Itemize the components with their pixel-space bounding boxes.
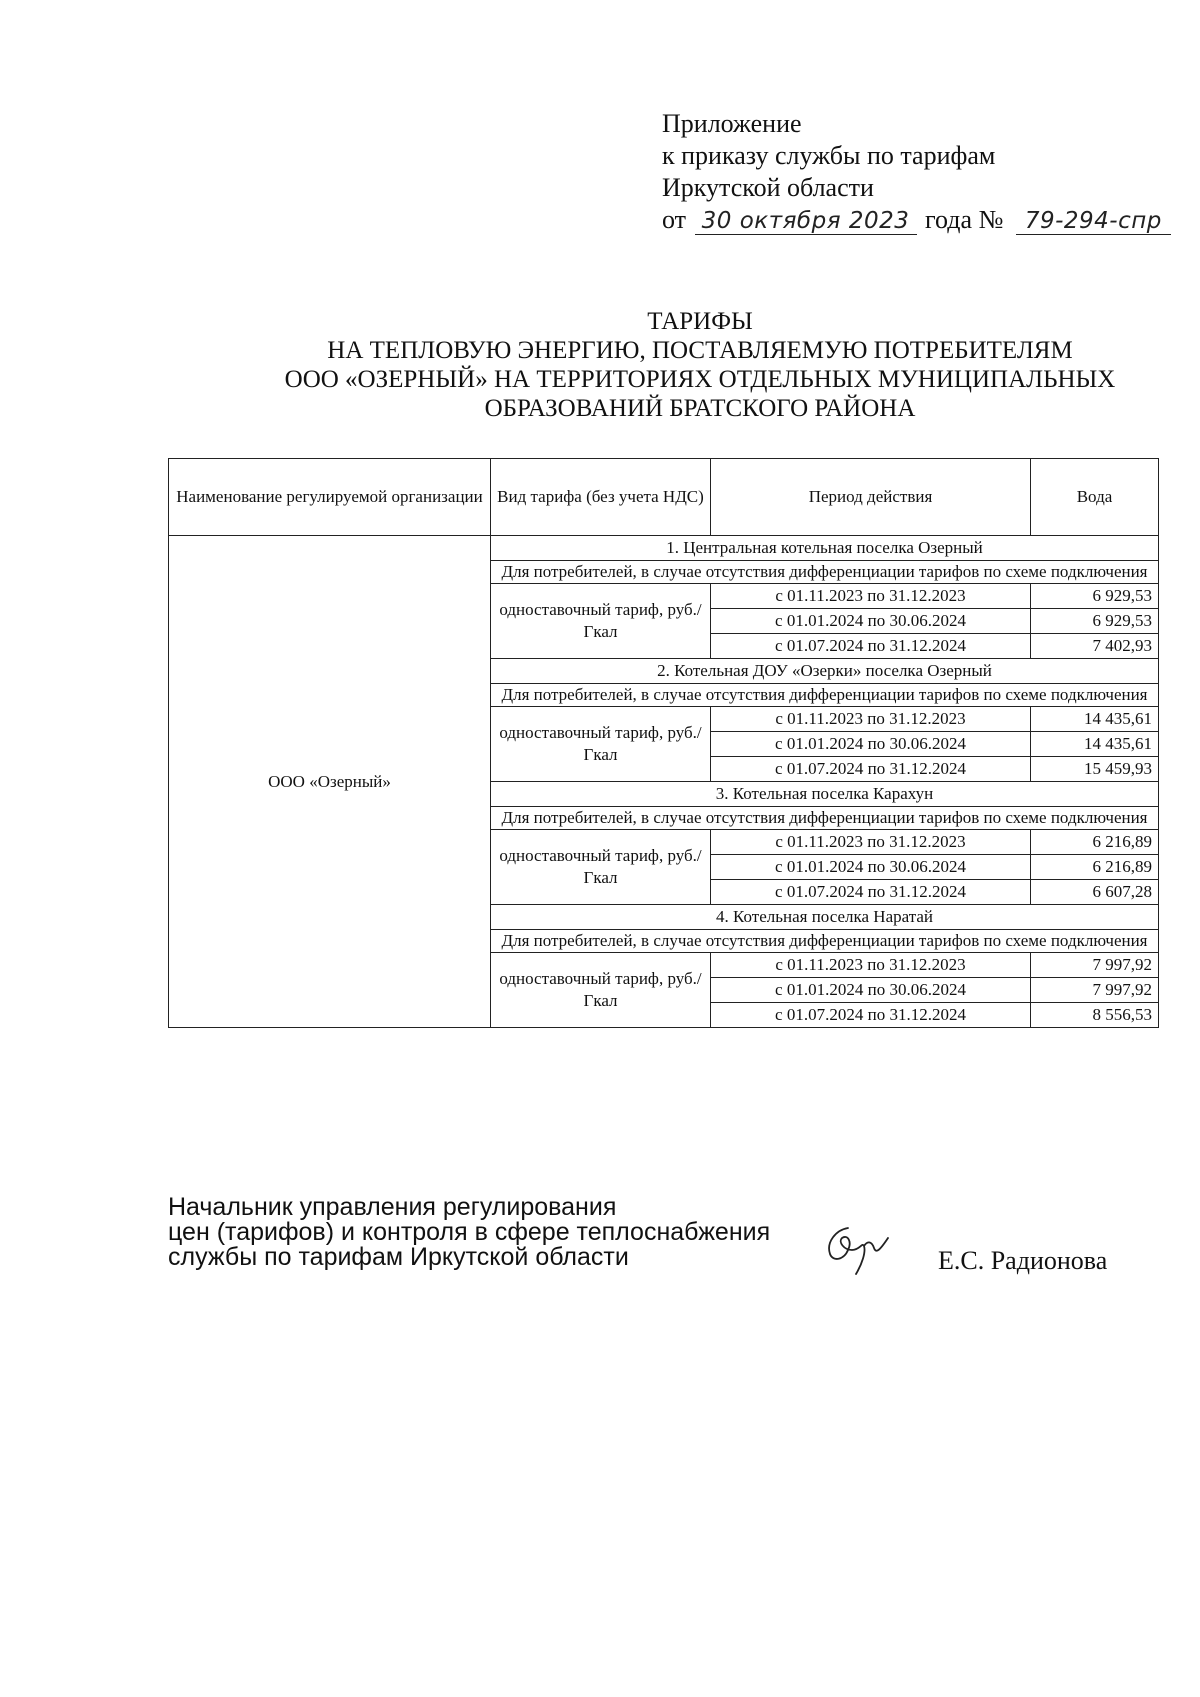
header-water: Вода [1031,459,1159,536]
section-title: 4. Котельная поселка Наратай [491,905,1159,930]
header-org: Наименование регулируемой организации [169,459,491,536]
value-cell: 7 997,92 [1031,978,1159,1003]
value-cell: 6 216,89 [1031,830,1159,855]
value-cell: 7 402,93 [1031,634,1159,659]
period-cell: с 01.01.2024 по 30.06.2024 [711,732,1031,757]
value-cell: 14 435,61 [1031,732,1159,757]
appendix-date-line [662,204,1171,236]
year-suffix: года № [925,205,1004,234]
section-title: 3. Котельная поселка Карахун [491,782,1159,807]
value-cell: 6 216,89 [1031,855,1159,880]
period-cell: с 01.11.2023 по 31.12.2023 [711,830,1031,855]
table-header-row [169,459,1159,536]
appendix-line-3: Иркутской области [662,173,874,202]
period-cell: с 01.11.2023 по 31.12.2023 [711,707,1031,732]
tariff-type: одноставочный тариф, руб./Гкал [491,584,711,659]
appendix-line-1: Приложение [662,109,802,138]
footer-line-1: Начальник управления регулирования [168,1193,617,1221]
date-prefix: от [662,205,687,234]
footer-line-2: цен (тарифов) и контроля в сфере теплоснабжения [168,1218,771,1246]
period-cell: с 01.07.2024 по 31.12.2024 [711,757,1031,782]
period-cell: с 01.01.2024 по 30.06.2024 [711,855,1031,880]
period-cell: с 01.07.2024 по 31.12.2024 [711,634,1031,659]
appendix-line-2: к приказу службы по тарифам [662,141,996,170]
section-title-row [169,536,1159,561]
footer-line-3: службы по тарифам Иркутской области [168,1243,629,1271]
section-note: Для потребителей, в случае отсутствия дифференциации тарифов по схеме подключения [491,930,1159,953]
handwritten-order-number: 79-294-спр [1016,208,1171,235]
value-cell: 7 997,92 [1031,953,1159,978]
appendix-header [662,108,1171,236]
period-cell: с 01.01.2024 по 30.06.2024 [711,609,1031,634]
title-line-2: НА ТЕПЛОВУЮ ЭНЕРГИЮ, ПОСТАВЛЯЕМУЮ ПОТРЕБИТЕЛЯМ [327,337,1073,364]
section-note: Для потребителей, в случае отсутствия дифференциации тарифов по схеме подключения [491,684,1159,707]
signer-name: Е.С. Радионова [938,1246,1108,1275]
period-cell: с 01.01.2024 по 30.06.2024 [711,978,1031,1003]
organization-name: ООО «Озерный» [169,536,491,1028]
period-cell: с 01.11.2023 по 31.12.2023 [711,584,1031,609]
value-cell: 14 435,61 [1031,707,1159,732]
title-line-3: ООО «ОЗЕРНЫЙ» НА ТЕРРИТОРИЯХ ОТДЕЛЬНЫХ МУНИЦИПАЛЬНЫХ [284,366,1116,393]
value-cell: 8 556,53 [1031,1003,1159,1028]
document-title [200,307,1200,423]
header-period: Период действия [711,459,1031,536]
period-cell: с 01.07.2024 по 31.12.2024 [711,1003,1031,1028]
period-cell: с 01.11.2023 по 31.12.2023 [711,953,1031,978]
handwritten-signature-icon [818,1220,898,1285]
header-tariff-type: Вид тарифа (без учета НДС) [491,459,711,536]
tariff-type: одноставочный тариф, руб./Гкал [491,830,711,905]
tariff-type: одноставочный тариф, руб./Гкал [491,953,711,1028]
section-note: Для потребителей, в случае отсутствия дифференциации тарифов по схеме подключения [491,807,1159,830]
section-title: 1. Центральная котельная поселка Озерный [491,536,1159,561]
section-note: Для потребителей, в случае отсутствия дифференциации тарифов по схеме подключения [491,561,1159,584]
tariff-type: одноставочный тариф, руб./Гкал [491,707,711,782]
section-title: 2. Котельная ДОУ «Озерки» поселка Озерный [491,659,1159,684]
title-line-4: ОБРАЗОВАНИЙ БРАТСКОГО РАЙОНА [484,395,916,422]
tariffs-table [168,458,1159,1028]
handwritten-date: 30 октября 2023 [695,208,917,235]
value-cell: 6 929,53 [1031,609,1159,634]
value-cell: 6 607,28 [1031,880,1159,905]
value-cell: 15 459,93 [1031,757,1159,782]
value-cell: 6 929,53 [1031,584,1159,609]
title-line-1: ТАРИФЫ [647,308,753,335]
period-cell: с 01.07.2024 по 31.12.2024 [711,880,1031,905]
signatory-position [168,1195,770,1270]
